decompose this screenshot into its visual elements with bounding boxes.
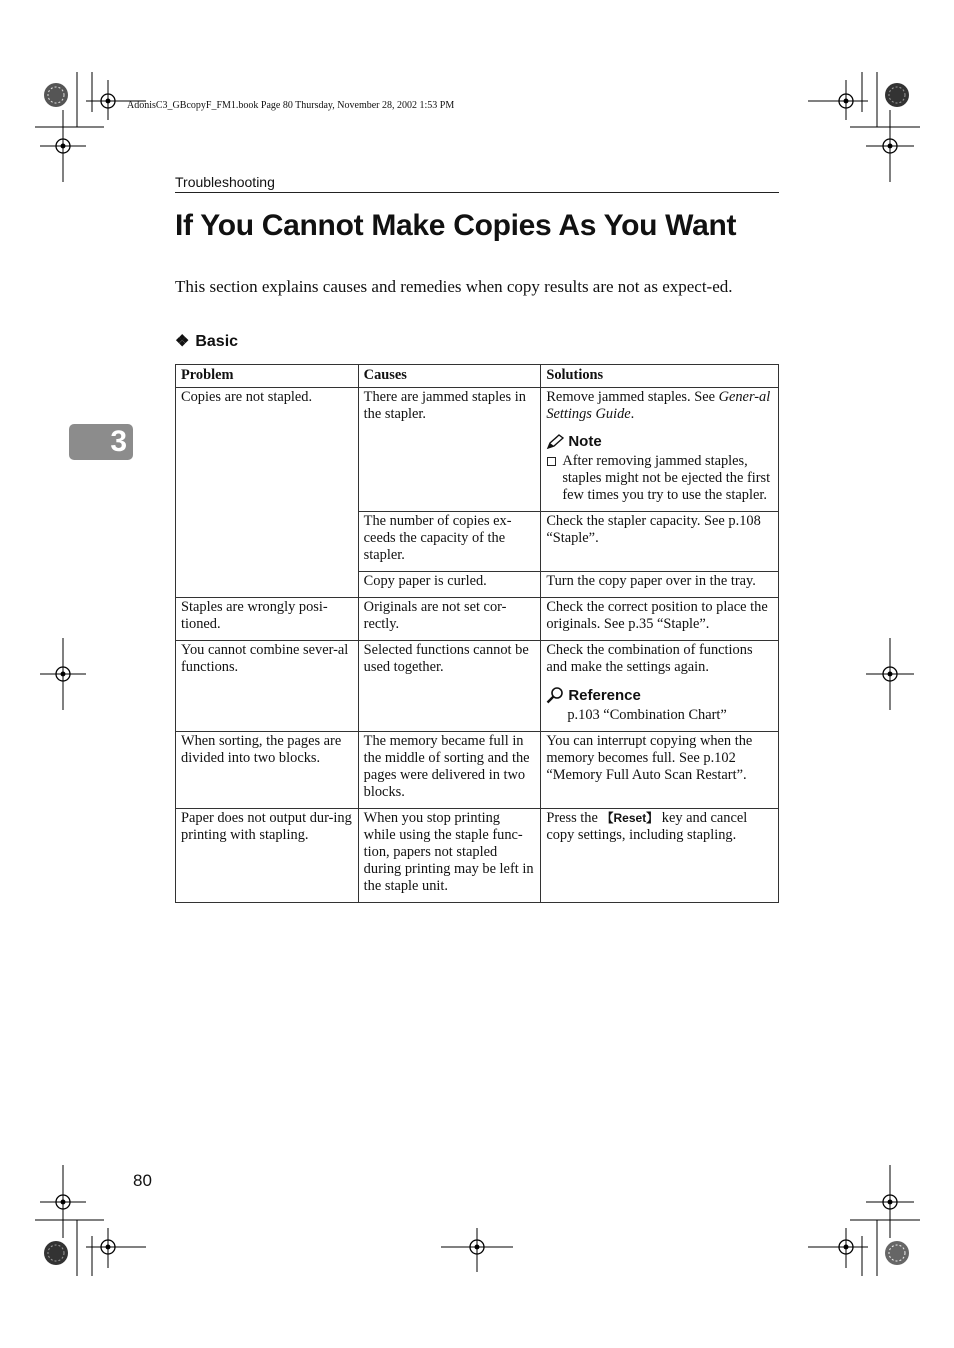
troubleshooting-table (175, 364, 779, 903)
reference-heading (546, 686, 773, 704)
running-header: Troubleshooting (175, 174, 779, 193)
print-slug: AdonisC3_GBcopyF_FM1.book Page 80 Thursday, November 28, 2002 1:53 PM (127, 100, 455, 111)
cause-cell: The number of copies ex-ceeds the capacity of the stapler. (358, 512, 541, 572)
column-header-solutions: Solutions (541, 365, 779, 388)
solution-text: Remove jammed staples. See (546, 389, 719, 405)
checkbox-bullet-icon (547, 457, 556, 466)
page-title: If You Cannot Make Copies As You Want (175, 209, 737, 242)
note-title: Note (568, 433, 602, 450)
solution-text-end: key and cancel copy settings, including stapling. (546, 810, 748, 843)
problem-cell: When sorting, the pages are divided into two blocks. (176, 732, 359, 809)
page-number: 80 (133, 1171, 152, 1190)
diamond-bullet-icon: ❖ (175, 333, 190, 350)
reset-key-label: 【Reset】 (601, 811, 659, 825)
problem-cell: Paper does not output dur-ing printing with stapling. (176, 809, 359, 903)
solution-text: Check the combination of functions and make the settings again. (546, 642, 753, 675)
table-row (176, 732, 779, 809)
intro-paragraph: This section explains causes and remedies when copy results are not as expect-ed. (175, 277, 733, 296)
table-header-row (176, 365, 779, 388)
magnifier-icon (546, 686, 564, 704)
solution-cell: You can interrupt copying when the memory becomes full. See p.102 “Memory Full Auto Scan Restart”. (541, 732, 779, 809)
cause-cell: Originals are not set cor-rectly. (358, 598, 541, 641)
manual-reference: Gener-al Settings Guide (546, 389, 771, 422)
cause-cell: Selected functions cannot be used together. (358, 641, 541, 732)
section-label: Basic (195, 333, 239, 350)
problem-cell: Copies are not stapled. (176, 388, 359, 598)
solution-text-end: . (630, 406, 635, 422)
solution-text: Press the (546, 810, 602, 826)
cause-cell: There are jammed staples in the stapler. (358, 388, 541, 512)
table-row (176, 641, 779, 732)
note-item (546, 453, 773, 504)
solution-cell (541, 388, 779, 512)
pencil-icon (546, 434, 564, 450)
reference-link: p.103 “Combination Chart” (567, 707, 727, 723)
solution-cell: Check the correct position to place the originals. See p.35 “Staple”. (541, 598, 779, 641)
section-heading (175, 331, 238, 351)
solution-cell: Check the stapler capacity. See p.108 “Staple”. (541, 512, 779, 572)
note-heading (546, 433, 773, 450)
solution-cell: Turn the copy paper over in the tray. (541, 572, 779, 598)
column-header-causes: Causes (358, 365, 541, 388)
column-header-problem: Problem (176, 365, 359, 388)
solution-cell (541, 809, 779, 903)
problem-cell: You cannot combine sever-al functions. (176, 641, 359, 732)
problem-cell: Staples are wrongly posi-tioned. (176, 598, 359, 641)
cause-cell: Copy paper is curled. (358, 572, 541, 598)
note-text: After removing jammed staples, staples might not be ejected the first few times you try to use the stapler. (562, 453, 771, 503)
table-row (176, 388, 779, 512)
cause-cell: The memory became full in the middle of sorting and the pages were delivered in two blocks. (358, 732, 541, 809)
table-row (176, 809, 779, 903)
solution-cell (541, 641, 779, 732)
table-row (176, 598, 779, 641)
reference-title: Reference (568, 686, 641, 704)
cause-cell: When you stop printing while using the staple func-tion, papers not stapled during printing may be left in the staple unit. (358, 809, 541, 903)
chapter-tab: 3 (69, 424, 133, 460)
